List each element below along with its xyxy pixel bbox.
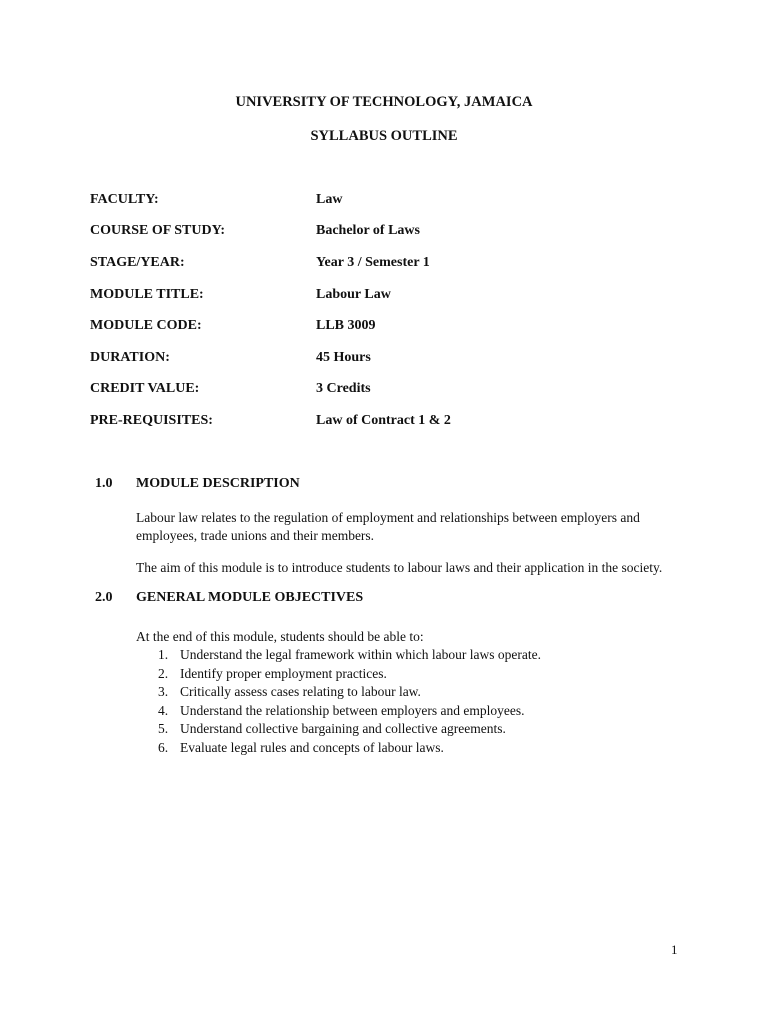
list-item-text: Understand the relationship between employers and employees. — [180, 702, 525, 718]
field-row-credit-value — [90, 381, 690, 401]
list-item-text: Understand collective bargaining and collective agreements. — [180, 721, 506, 736]
list-item-text: Identify proper employment practices. — [180, 665, 387, 681]
list-item-number: 1. — [158, 647, 169, 662]
objectives-list — [136, 646, 696, 757]
field-row-module-code — [90, 318, 690, 338]
field-value: 3 Credits — [316, 381, 371, 396]
field-value: Year 3 / Semester 1 — [316, 255, 430, 270]
field-value: Law — [316, 192, 343, 207]
list-item-number: 4. — [158, 702, 169, 718]
field-row-stage-year — [90, 255, 690, 275]
field-row-module-title — [90, 287, 690, 307]
list-item — [136, 702, 696, 721]
list-item-text: Critically assess cases relating to labour law. — [180, 684, 421, 699]
list-item-text: Understand the legal framework within which labour laws operate. — [180, 647, 542, 662]
list-item — [136, 739, 696, 758]
institution-name: UNIVERSITY OF TECHNOLOGY, JAMAICA — [235, 94, 533, 110]
field-label: DURATION: — [90, 350, 170, 365]
list-item-text: Evaluate legal rules and concepts of labour laws. — [180, 739, 444, 755]
field-row-duration — [90, 350, 690, 370]
list-item — [136, 665, 696, 684]
field-label: FACULTY: — [90, 192, 159, 207]
section-number: 1.0 — [95, 476, 113, 491]
field-row-faculty — [90, 192, 690, 212]
document-title: SYLLABUS OUTLINE — [310, 128, 458, 144]
list-item — [136, 646, 696, 665]
list-item-number: 2. — [158, 665, 169, 681]
list-item-number: 5. — [158, 721, 169, 736]
field-row-pre-requisites — [90, 413, 690, 433]
field-label: PRE-REQUISITES: — [90, 413, 213, 428]
field-label: STAGE/YEAR: — [90, 255, 185, 270]
aim-paragraph: The aim of this module is to introduce students to labour laws and their application in the society. — [136, 560, 663, 575]
field-label: COURSE OF STUDY: — [90, 223, 226, 238]
field-label: CREDIT VALUE: — [90, 381, 200, 396]
section-title: MODULE DESCRIPTION — [136, 476, 300, 491]
field-value: Law of Contract 1 & 2 — [316, 413, 451, 428]
objectives-intro: At the end of this module, students should be able to: — [136, 629, 424, 644]
list-item-number: 3. — [158, 684, 169, 699]
field-value: Labour Law — [316, 287, 391, 302]
field-row-course-of-study — [90, 223, 690, 243]
list-item — [136, 720, 696, 739]
field-value: 45 Hours — [316, 350, 371, 365]
section-number: 2.0 — [95, 590, 113, 605]
list-item — [136, 683, 696, 702]
field-value: Bachelor of Laws — [316, 223, 420, 238]
section-title: GENERAL MODULE OBJECTIVES — [136, 590, 364, 605]
field-label: MODULE TITLE: — [90, 287, 204, 302]
list-item-number: 6. — [158, 739, 169, 755]
field-value: LLB 3009 — [316, 318, 376, 333]
field-label: MODULE CODE: — [90, 318, 202, 333]
description-paragraph: Labour law relates to the regulation of employment and relationships between employers and employees, trade unions and their members. — [136, 510, 640, 543]
page-number: 1 — [671, 942, 678, 957]
